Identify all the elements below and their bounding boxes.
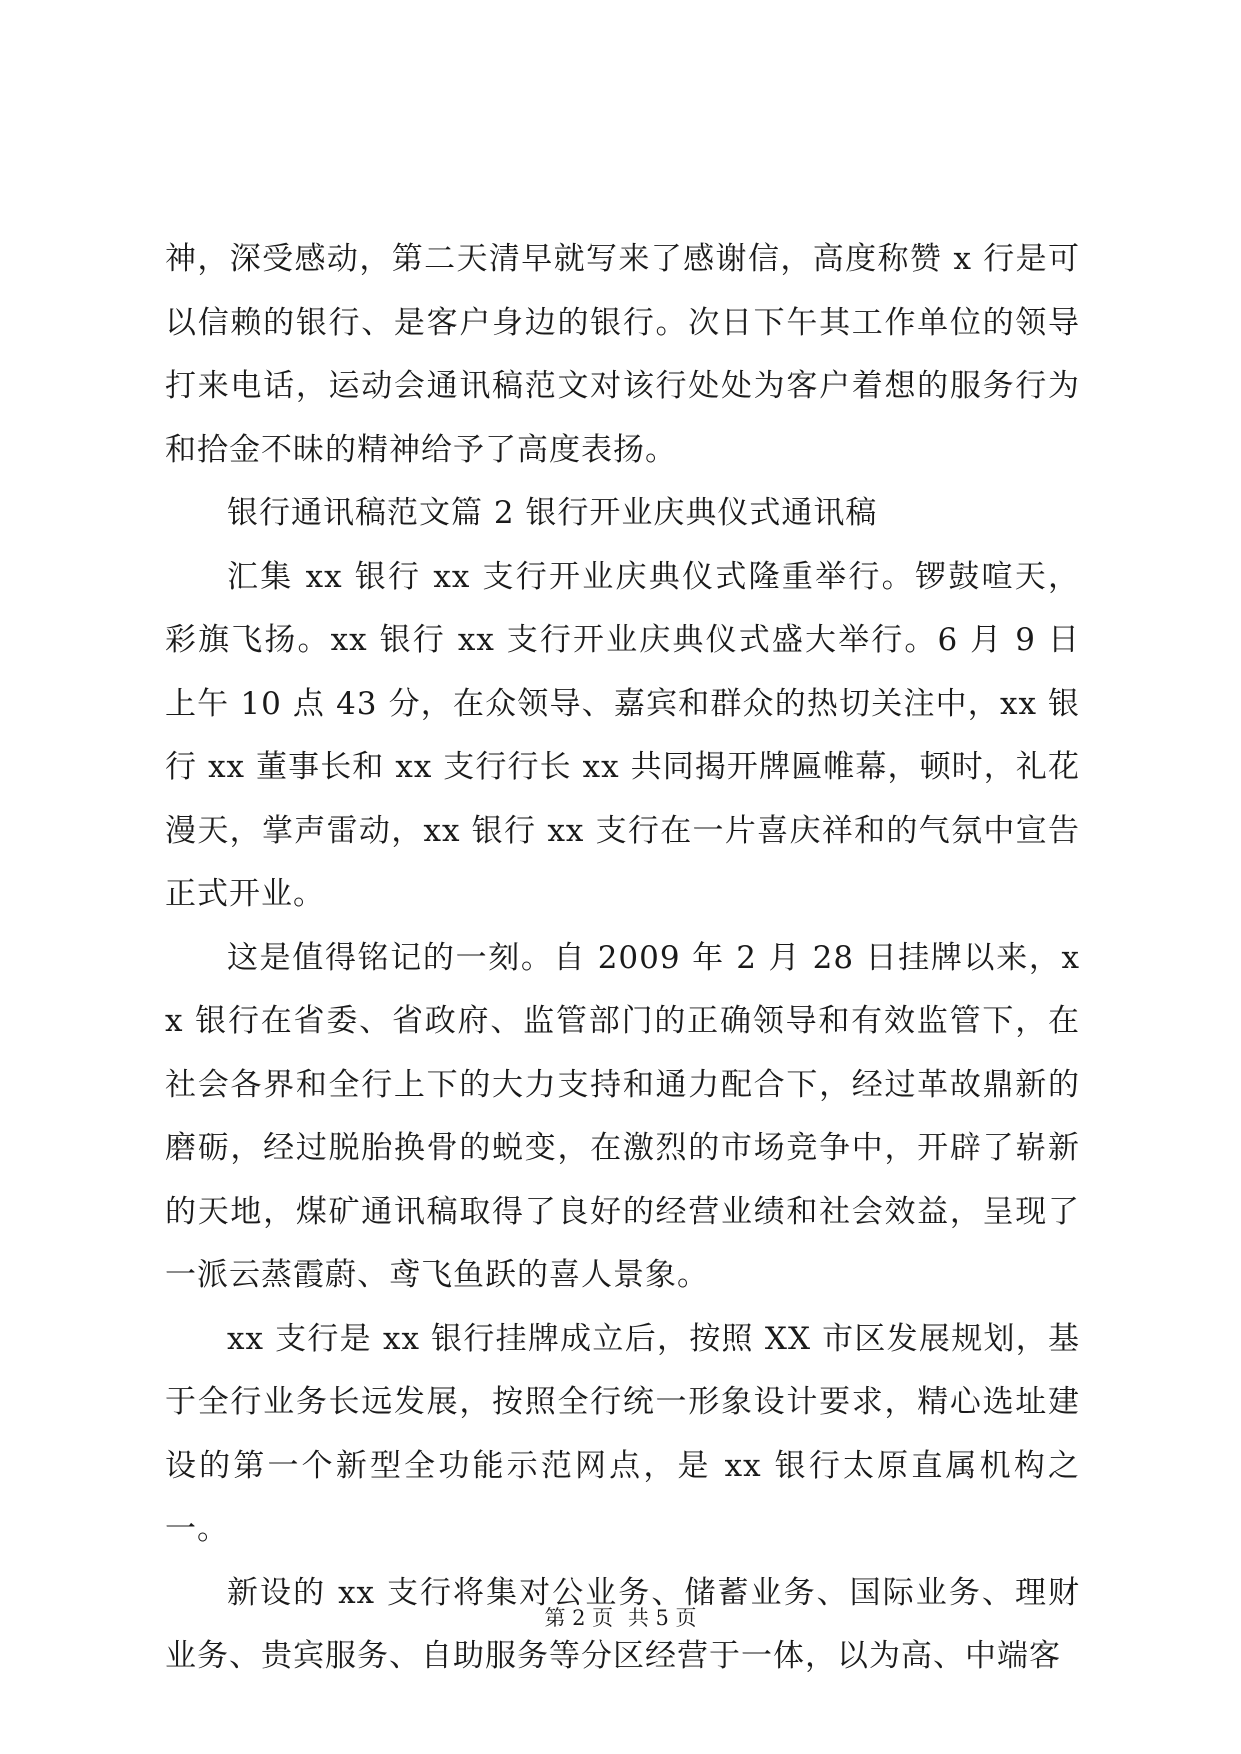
paragraph-services: 新设的 xx 支行将集对公业务、储蓄业务、国际业务、理财业务、贵宾服务、自助服务等分区经营于一体，以为高、中端客: [165, 1574, 1080, 1674]
section-heading: 银行通讯稿范文篇 2 银行开业庆典仪式通讯稿: [227, 495, 878, 531]
paragraph-history: 这是值得铭记的一刻。自 2009 年 2 月 28 日挂牌以来，xx 银行在省委、省政府、监管部门的正确领导和有效监管下，在社会各界和全行上下的大力支持和通力配合下，经过革故鼎新的磨砺，经过脱胎换骨的蜕变，在激烈的市场竞争中，开辟了崭新的天地，煤矿通讯稿取得了良好的经营业绩和社会效益，呈现了一派云蒸霞蔚、鸢飞鱼跃的喜人景象。: [165, 939, 1080, 1293]
page-footer: [0, 1603, 1241, 1633]
page-number: 第 2 页: [544, 1606, 614, 1630]
paragraph-ceremony: 汇集 xx 银行 xx 支行开业庆典仪式隆重举行。锣鼓喧天，彩旗飞扬。xx 银行 xx 支行开业庆典仪式盛大举行。6 月 9 日上午 10 点 43 分，在众领导、嘉宾和群众的热切关注中，xx 银行 xx 董事长和 xx 支行行长 xx 共同揭开牌匾帷幕，顿时，礼花漫天，掌声雷动，xx 银行 xx 支行在一片喜庆祥和的气氛中宣告正式开业。: [165, 558, 1080, 912]
paragraph-branch-intro: xx 支行是 xx 银行挂牌成立后，按照 XX 市区发展规划，基于全行业务长远发展，按照全行统一形象设计要求，精心选址建设的第一个新型全功能示范网点，是 xx 银行太原直属机构之一。: [165, 1320, 1080, 1547]
paragraph-continuation: 神，深受感动，第二天清早就写来了感谢信，高度称赞 x 行是可以信赖的银行、是客户身边的银行。次日下午其工作单位的领导打来电话，运动会通讯稿范文对该行处处为客户着想的服务行为和拾金不昧的精神给予了高度表扬。: [165, 241, 1080, 468]
document-body: [165, 228, 1080, 1689]
page-total: 共 5 页: [627, 1606, 697, 1630]
